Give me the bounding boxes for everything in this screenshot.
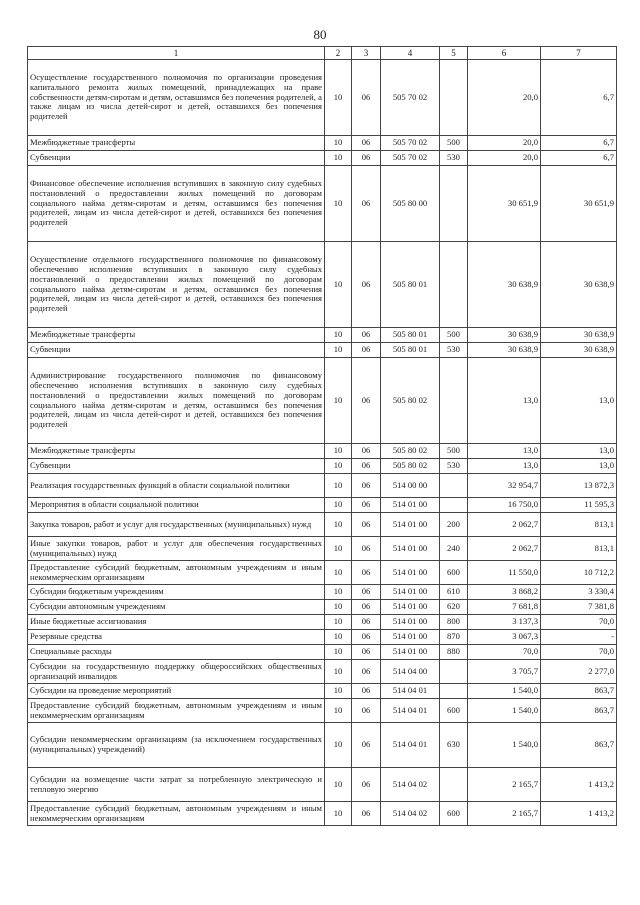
executed-amount: 6,7 xyxy=(541,136,617,151)
executed-amount: 30 651,9 xyxy=(541,166,617,242)
table-row xyxy=(28,615,617,630)
table-row xyxy=(28,474,617,498)
subsection-code: 06 xyxy=(352,60,381,136)
executed-amount: 6,7 xyxy=(541,151,617,166)
target-article-code: 505 80 01 xyxy=(381,328,440,343)
section-code: 10 xyxy=(325,537,352,561)
target-article-code: 514 04 01 xyxy=(381,699,440,723)
target-article-code: 514 04 01 xyxy=(381,723,440,768)
target-article-code: 505 80 02 xyxy=(381,459,440,474)
subsection-code: 06 xyxy=(352,600,381,615)
planned-amount: 7 681,8 xyxy=(468,600,541,615)
section-code: 10 xyxy=(325,166,352,242)
section-code: 10 xyxy=(325,328,352,343)
row-description: Межбюджетные трансферты xyxy=(28,136,325,151)
expense-type-code xyxy=(440,498,468,513)
column-header: 3 xyxy=(352,47,381,60)
row-description: Межбюджетные трансферты xyxy=(28,328,325,343)
section-code: 10 xyxy=(325,802,352,826)
subsection-code: 06 xyxy=(352,513,381,537)
column-header: 5 xyxy=(440,47,468,60)
expense-type-code: 500 xyxy=(440,136,468,151)
table-row xyxy=(28,600,617,615)
executed-amount: 30 638,9 xyxy=(541,328,617,343)
target-article-code: 505 80 01 xyxy=(381,242,440,328)
target-article-code: 514 01 00 xyxy=(381,615,440,630)
target-article-code: 505 70 02 xyxy=(381,151,440,166)
executed-amount: 1 413,2 xyxy=(541,768,617,802)
row-description: Осуществление отдельного государственного полномочия по финансовому обеспечению исполнения вступивших в законную силу судебных постановлений о предоставлении жилых помещений по договорам социального найма детям-сиротам и детям, оставшимся без попечения родителей, лицам из числа детей-сирот и детей, оставшихся без попечения родителей xyxy=(28,242,325,328)
target-article-code: 514 00 00 xyxy=(381,474,440,498)
section-code: 10 xyxy=(325,513,352,537)
subsection-code: 06 xyxy=(352,537,381,561)
table-row xyxy=(28,561,617,585)
row-description: Осуществление государственного полномочия по организации проведения капитального ремонта жилых помещений, принадлежащих на праве собственности детям-сиротам и детям, оставшимся без попечения родителей, а также лицам из числа детей-сирот и детей, оставшихся без попечения родителей xyxy=(28,60,325,136)
table-row xyxy=(28,723,617,768)
expense-type-code: 500 xyxy=(440,328,468,343)
section-code: 10 xyxy=(325,768,352,802)
target-article-code: 514 01 00 xyxy=(381,645,440,660)
section-code: 10 xyxy=(325,474,352,498)
section-code: 10 xyxy=(325,630,352,645)
row-description: Субсидии автономным учреждениям xyxy=(28,600,325,615)
subsection-code: 06 xyxy=(352,242,381,328)
executed-amount: 813,1 xyxy=(541,513,617,537)
planned-amount: 20,0 xyxy=(468,60,541,136)
expense-type-code: 600 xyxy=(440,699,468,723)
planned-amount: 30 638,9 xyxy=(468,328,541,343)
column-header: 7 xyxy=(541,47,617,60)
row-description: Межбюджетные трансферты xyxy=(28,444,325,459)
expense-type-code: 530 xyxy=(440,151,468,166)
table-header-row xyxy=(28,47,617,60)
table-row xyxy=(28,151,617,166)
executed-amount: 7 381,8 xyxy=(541,600,617,615)
executed-amount: - xyxy=(541,630,617,645)
subsection-code: 06 xyxy=(352,802,381,826)
target-article-code: 505 80 02 xyxy=(381,444,440,459)
table-row xyxy=(28,328,617,343)
row-description: Субсидии на государственную поддержку общероссийских общественных организаций инвалидов xyxy=(28,660,325,684)
planned-amount: 1 540,0 xyxy=(468,699,541,723)
executed-amount: 1 413,2 xyxy=(541,802,617,826)
subsection-code: 06 xyxy=(352,151,381,166)
target-article-code: 514 01 00 xyxy=(381,585,440,600)
expense-type-code: 200 xyxy=(440,513,468,537)
subsection-code: 06 xyxy=(352,358,381,444)
executed-amount: 13,0 xyxy=(541,358,617,444)
executed-amount: 2 277,0 xyxy=(541,660,617,684)
expense-type-code: 530 xyxy=(440,343,468,358)
row-description: Финансовое обеспечение исполнения вступивших в законную силу судебных постановлений о предоставлении жилых помещений по договорам социального найма детям-сиротам и детям, оставшимся без попечения родителей, лицам из числа детей-сирот и детей, оставшихся без попечения родителей xyxy=(28,166,325,242)
planned-amount: 30 651,9 xyxy=(468,166,541,242)
column-header: 2 xyxy=(325,47,352,60)
section-code: 10 xyxy=(325,498,352,513)
row-description: Предоставление субсидий бюджетным, автономным учреждениям и иным некоммерческим организациям xyxy=(28,699,325,723)
section-code: 10 xyxy=(325,242,352,328)
subsection-code: 06 xyxy=(352,166,381,242)
table-row xyxy=(28,60,617,136)
section-code: 10 xyxy=(325,723,352,768)
row-description: Реализация государственных функций в области социальной политики xyxy=(28,474,325,498)
expense-type-code xyxy=(440,768,468,802)
target-article-code: 514 01 00 xyxy=(381,537,440,561)
target-article-code: 505 70 02 xyxy=(381,136,440,151)
target-article-code: 514 01 00 xyxy=(381,561,440,585)
section-code: 10 xyxy=(325,60,352,136)
section-code: 10 xyxy=(325,645,352,660)
subsection-code: 06 xyxy=(352,630,381,645)
subsection-code: 06 xyxy=(352,585,381,600)
expense-type-code: 500 xyxy=(440,444,468,459)
expense-type-code: 880 xyxy=(440,645,468,660)
executed-amount: 30 638,9 xyxy=(541,343,617,358)
executed-amount: 863,7 xyxy=(541,723,617,768)
target-article-code: 514 04 01 xyxy=(381,684,440,699)
subsection-code: 06 xyxy=(352,615,381,630)
table-row xyxy=(28,136,617,151)
subsection-code: 06 xyxy=(352,768,381,802)
table-row xyxy=(28,802,617,826)
table-row xyxy=(28,444,617,459)
planned-amount: 2 165,7 xyxy=(468,768,541,802)
executed-amount: 70,0 xyxy=(541,615,617,630)
expense-type-code: 240 xyxy=(440,537,468,561)
table-row xyxy=(28,684,617,699)
target-article-code: 514 04 02 xyxy=(381,802,440,826)
subsection-code: 06 xyxy=(352,498,381,513)
table-row xyxy=(28,768,617,802)
row-description: Специальные расходы xyxy=(28,645,325,660)
executed-amount: 70,0 xyxy=(541,645,617,660)
table-row xyxy=(28,513,617,537)
target-article-code: 514 01 00 xyxy=(381,498,440,513)
table-row xyxy=(28,242,617,328)
planned-amount: 1 540,0 xyxy=(468,684,541,699)
section-code: 10 xyxy=(325,585,352,600)
table-row xyxy=(28,166,617,242)
subsection-code: 06 xyxy=(352,684,381,699)
row-description: Субсидии на проведение мероприятий xyxy=(28,684,325,699)
table-row xyxy=(28,645,617,660)
expense-type-code: 800 xyxy=(440,615,468,630)
expense-type-code xyxy=(440,60,468,136)
expense-type-code xyxy=(440,660,468,684)
executed-amount: 13,0 xyxy=(541,459,617,474)
column-header: 6 xyxy=(468,47,541,60)
expense-type-code xyxy=(440,166,468,242)
planned-amount: 13,0 xyxy=(468,444,541,459)
row-description: Субвенции xyxy=(28,459,325,474)
target-article-code: 505 80 01 xyxy=(381,343,440,358)
planned-amount: 11 550,0 xyxy=(468,561,541,585)
executed-amount: 10 712,2 xyxy=(541,561,617,585)
target-article-code: 514 01 00 xyxy=(381,630,440,645)
table-row xyxy=(28,585,617,600)
subsection-code: 06 xyxy=(352,699,381,723)
subsection-code: 06 xyxy=(352,474,381,498)
row-description: Субсидии некоммерческим организациям (за исключением государственных (муниципальных) учреждений) xyxy=(28,723,325,768)
subsection-code: 06 xyxy=(352,723,381,768)
planned-amount: 16 750,0 xyxy=(468,498,541,513)
section-code: 10 xyxy=(325,561,352,585)
planned-amount: 2 062,7 xyxy=(468,537,541,561)
row-description: Предоставление субсидий бюджетным, автономным учреждениям и иным некоммерческим организациям xyxy=(28,802,325,826)
target-article-code: 505 80 00 xyxy=(381,166,440,242)
planned-amount: 3 067,3 xyxy=(468,630,541,645)
table-row xyxy=(28,537,617,561)
row-description: Иные бюджетные ассигнования xyxy=(28,615,325,630)
subsection-code: 06 xyxy=(352,343,381,358)
column-header: 1 xyxy=(28,47,325,60)
row-description: Резервные средства xyxy=(28,630,325,645)
executed-amount: 30 638,9 xyxy=(541,242,617,328)
subsection-code: 06 xyxy=(352,136,381,151)
planned-amount: 3 137,3 xyxy=(468,615,541,630)
row-description: Субсидии бюджетным учреждениям xyxy=(28,585,325,600)
planned-amount: 30 638,9 xyxy=(468,242,541,328)
expense-type-code: 870 xyxy=(440,630,468,645)
subsection-code: 06 xyxy=(352,561,381,585)
executed-amount: 13,0 xyxy=(541,444,617,459)
section-code: 10 xyxy=(325,358,352,444)
executed-amount: 11 595,3 xyxy=(541,498,617,513)
expense-type-code: 630 xyxy=(440,723,468,768)
expense-type-code xyxy=(440,684,468,699)
executed-amount: 3 330,4 xyxy=(541,585,617,600)
section-code: 10 xyxy=(325,684,352,699)
subsection-code: 06 xyxy=(352,645,381,660)
section-code: 10 xyxy=(325,615,352,630)
row-description: Предоставление субсидий бюджетным, автономным учреждениям и иным некоммерческим организациям xyxy=(28,561,325,585)
section-code: 10 xyxy=(325,151,352,166)
planned-amount: 70,0 xyxy=(468,645,541,660)
executed-amount: 863,7 xyxy=(541,699,617,723)
target-article-code: 505 70 02 xyxy=(381,60,440,136)
subsection-code: 06 xyxy=(352,444,381,459)
planned-amount: 20,0 xyxy=(468,151,541,166)
target-article-code: 514 04 02 xyxy=(381,768,440,802)
budget-table xyxy=(27,46,617,826)
subsection-code: 06 xyxy=(352,660,381,684)
section-code: 10 xyxy=(325,600,352,615)
table-row xyxy=(28,660,617,684)
executed-amount: 6,7 xyxy=(541,60,617,136)
expense-type-code: 530 xyxy=(440,459,468,474)
section-code: 10 xyxy=(325,444,352,459)
section-code: 10 xyxy=(325,343,352,358)
planned-amount: 32 954,7 xyxy=(468,474,541,498)
planned-amount: 1 540,0 xyxy=(468,723,541,768)
planned-amount: 3 705,7 xyxy=(468,660,541,684)
section-code: 10 xyxy=(325,459,352,474)
expense-type-code: 600 xyxy=(440,802,468,826)
row-description: Администрирование государственного полномочия по финансовому обеспечению исполнения вступивших в законную силу судебных постановлений о предоставлении жилых помещений по договорам социального найма детям-сиротам и детям, оставшимся без попечения родителей, лицам из числа детей-сирот и детей, оставшихся без попечения родителей xyxy=(28,358,325,444)
table-row xyxy=(28,630,617,645)
table-row xyxy=(28,498,617,513)
expense-type-code xyxy=(440,242,468,328)
executed-amount: 863,7 xyxy=(541,684,617,699)
target-article-code: 505 80 02 xyxy=(381,358,440,444)
expense-type-code: 600 xyxy=(440,561,468,585)
row-description: Закупка товаров, работ и услуг для государственных (муниципальных) нужд xyxy=(28,513,325,537)
section-code: 10 xyxy=(325,660,352,684)
row-description: Субсидии на возмещение части затрат за потребленную электрическую и тепловую энергию xyxy=(28,768,325,802)
subsection-code: 06 xyxy=(352,328,381,343)
target-article-code: 514 04 00 xyxy=(381,660,440,684)
expense-type-code xyxy=(440,358,468,444)
executed-amount: 13 872,3 xyxy=(541,474,617,498)
row-description: Субвенции xyxy=(28,151,325,166)
row-description: Иные закупки товаров, работ и услуг для обеспечения государственных (муниципальных) нужд xyxy=(28,537,325,561)
planned-amount: 3 868,2 xyxy=(468,585,541,600)
expense-type-code: 620 xyxy=(440,600,468,615)
column-header: 4 xyxy=(381,47,440,60)
table-row xyxy=(28,699,617,723)
page-number: 80 xyxy=(313,27,327,42)
executed-amount: 813,1 xyxy=(541,537,617,561)
row-description: Субвенции xyxy=(28,343,325,358)
planned-amount: 2 062,7 xyxy=(468,513,541,537)
table-row xyxy=(28,459,617,474)
planned-amount: 13,0 xyxy=(468,358,541,444)
planned-amount: 2 165,7 xyxy=(468,802,541,826)
expense-type-code xyxy=(440,474,468,498)
planned-amount: 30 638,9 xyxy=(468,343,541,358)
row-description: Мероприятия в области социальной политики xyxy=(28,498,325,513)
planned-amount: 13,0 xyxy=(468,459,541,474)
target-article-code: 514 01 00 xyxy=(381,513,440,537)
target-article-code: 514 01 00 xyxy=(381,600,440,615)
table-row xyxy=(28,358,617,444)
planned-amount: 20,0 xyxy=(468,136,541,151)
section-code: 10 xyxy=(325,699,352,723)
subsection-code: 06 xyxy=(352,459,381,474)
expense-type-code: 610 xyxy=(440,585,468,600)
section-code: 10 xyxy=(325,136,352,151)
table-row xyxy=(28,343,617,358)
